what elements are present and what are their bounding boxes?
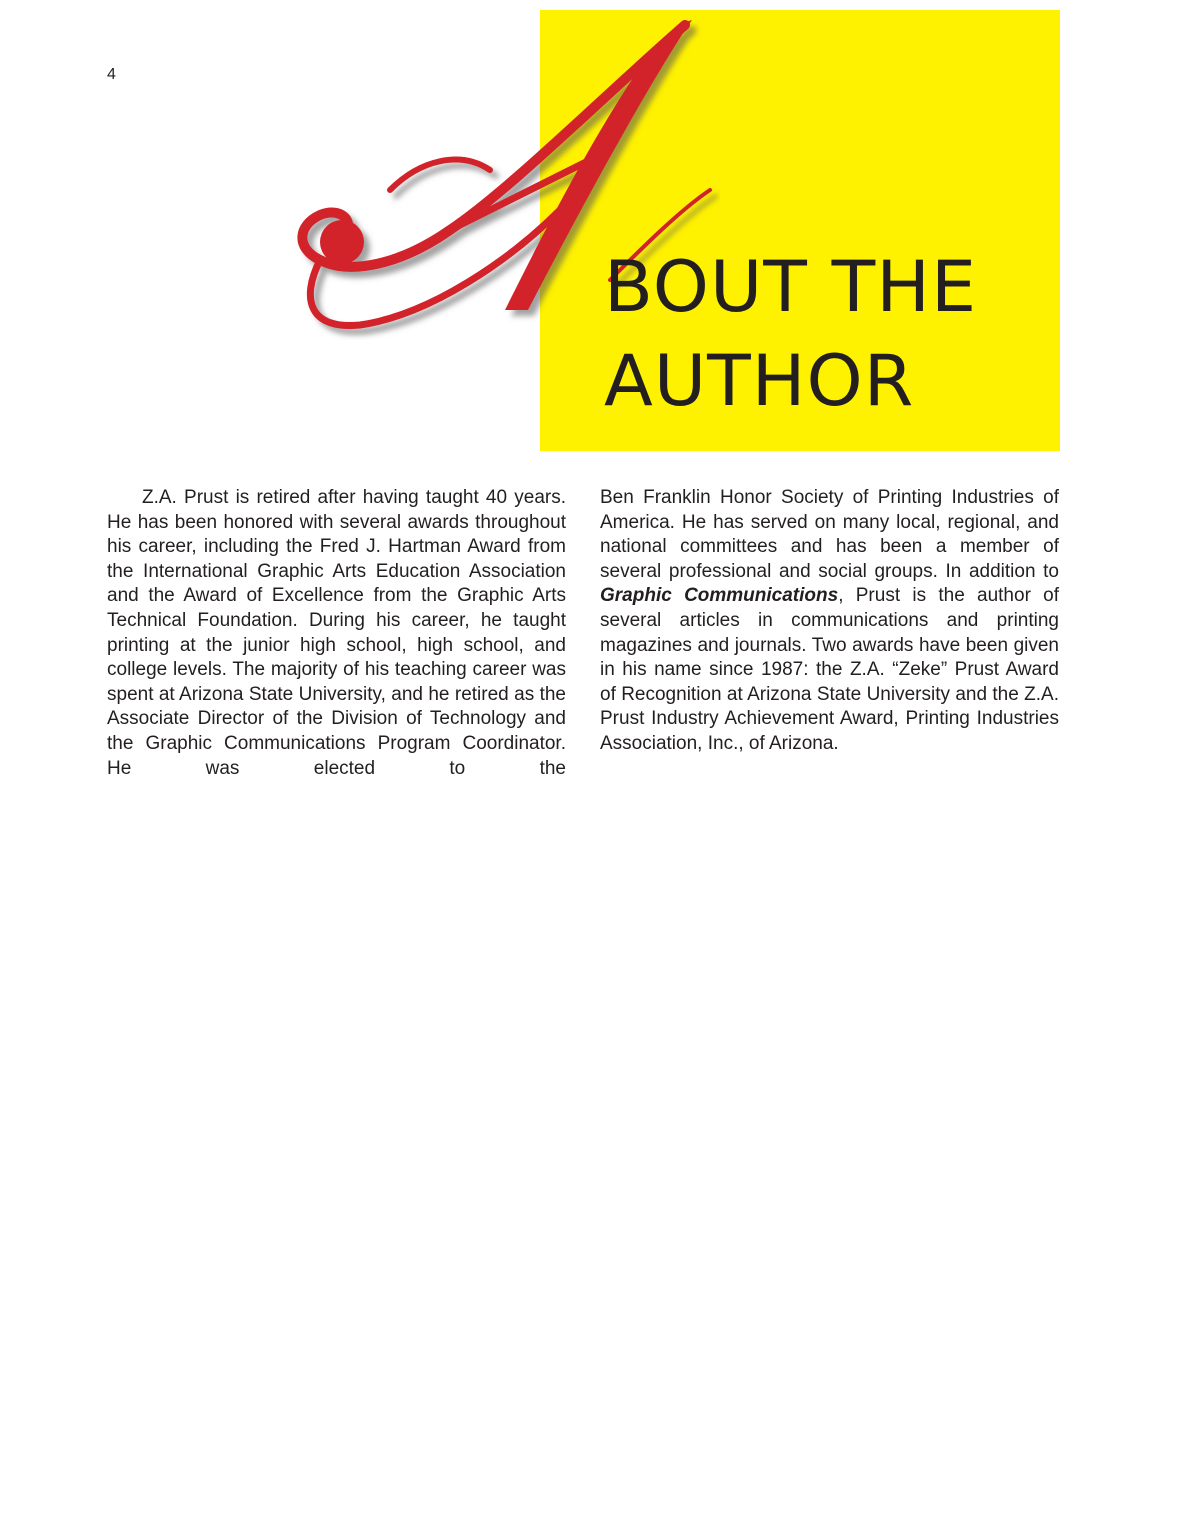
- body-column-left: Z.A. Prust is retired after having taught 40 years. He has been honored with several awards throughout his career, including the Fred J. Hartman Award from the International Graphic Arts Education Association and the Award of Excellence from the Graphic Arts Technical Foundation. During his career, he taught printing at the junior high school, high school, and college levels. The majority of his teaching career was spent at Arizona State University, and he retired as the Associate Director of the Division of Technology and the Graphic Communications Program Coordinator. He was elected to the: [107, 487, 566, 779]
- title-line-2: AUTHOR: [604, 340, 915, 422]
- page-title: [604, 240, 977, 428]
- book-title: Graphic Communications: [600, 585, 839, 607]
- page-number: 4: [107, 66, 116, 83]
- title-line-1: BOUT THE: [604, 246, 978, 328]
- body-column-right: [600, 486, 1059, 757]
- body-text-part-1: Ben Franklin Honor Society of Printing Industries of America. He has served on many local, regional, and national committees and has been a member of several professional and social groups. In addition to: [600, 487, 1059, 582]
- body-text-part-2: , Prust is the author of several articles in communications and printing magazines and journals. Two awards have been given in his name since 1987: the Z.A. “Zeke” Prust Award of Recognition at Arizona State University and the Z.A. Prust Industry Achievement Award, Printing Industries Association, Inc., of Arizona.: [600, 585, 1060, 754]
